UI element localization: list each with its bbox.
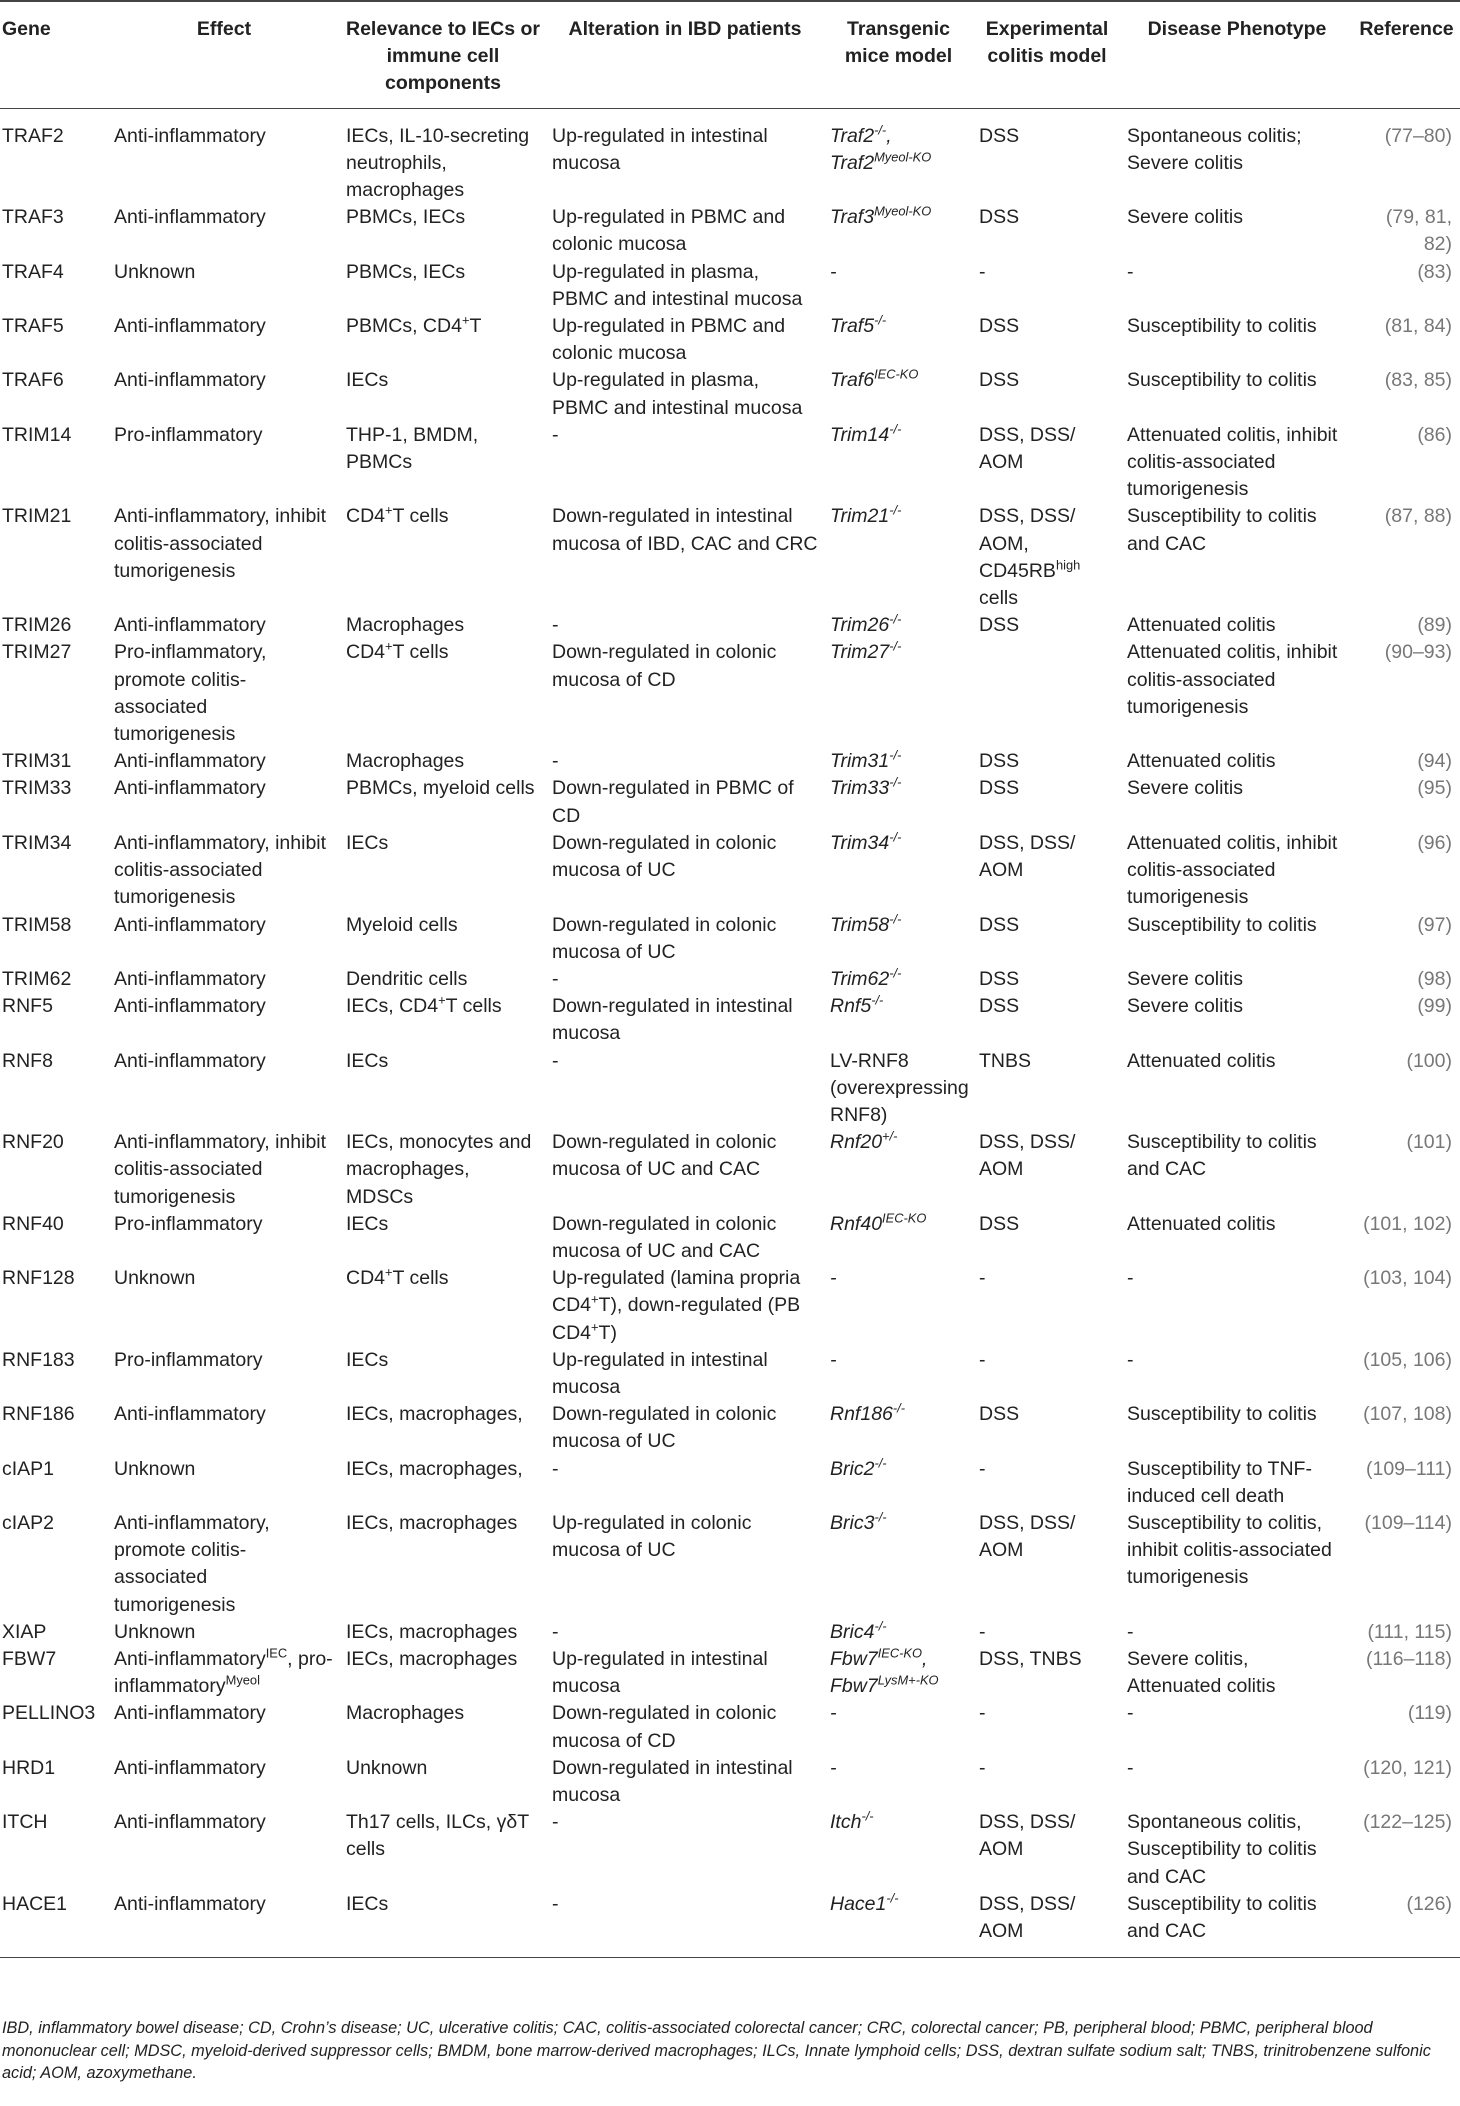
table-row	[0, 1048, 1460, 1130]
effect-cell: Unknown	[114, 1267, 196, 1290]
table-row	[0, 1619, 1460, 1646]
reference-cell[interactable]: (126)	[1353, 1891, 1460, 1958]
relevance-cell: Macrophages	[346, 750, 465, 773]
relevance-cell: IECs, IL-10-secreting neutrophils, macrophages	[346, 124, 530, 202]
table-row	[0, 367, 1460, 421]
reference-cell[interactable]: (101, 102)	[1363, 1212, 1452, 1235]
relevance-cell: Th17 cells, ILCs, γδT cells	[346, 1811, 529, 1861]
phenotype-cell: Attenuated colitis, inhibit colitis-associated tumorigenesis	[1127, 641, 1338, 718]
alteration-cell: Up-regulated in PBMC and colonic mucosa	[552, 206, 786, 256]
relevance-cell: IECs	[340, 1891, 546, 1958]
mice-model-cell: Traf5-/-	[830, 312, 887, 338]
reference-cell[interactable]: (101)	[1406, 1131, 1452, 1154]
alteration-cell: -	[552, 1049, 559, 1072]
mice-model-cell: LV-RNF8 (overexpressing RNF8)	[830, 1049, 969, 1126]
table-row	[0, 830, 1460, 912]
relevance-cell: Unknown	[346, 1756, 428, 1779]
phenotype-cell: Susceptibility to colitis and CAC	[1121, 1891, 1353, 1958]
table-row	[0, 1211, 1460, 1265]
gene-cell: TRIM31	[2, 750, 72, 773]
alteration-cell: -	[552, 967, 559, 990]
relevance-cell: CD4+T cells	[346, 502, 449, 528]
effect-cell: Anti-inflammatory	[114, 124, 266, 147]
header-alteration: Alteration in IBD patients	[546, 1, 824, 108]
table-body	[0, 108, 1460, 1958]
phenotype-cell: -	[1127, 1267, 1134, 1290]
colitis-model-cell: DSS	[979, 206, 1020, 229]
gene-cell: cIAP1	[2, 1457, 55, 1480]
table-row	[0, 1809, 1460, 1891]
mice-model-cell: Trim34-/-	[830, 829, 902, 854]
colitis-model-cell: DSS	[979, 967, 1020, 990]
alteration-cell: -	[546, 1891, 824, 1958]
alteration-cell: Up-regulated in intestinal mucosa	[552, 1647, 768, 1698]
phenotype-cell: Attenuated colitis	[1127, 750, 1276, 773]
alteration-cell: -	[552, 614, 559, 637]
effect-cell: Anti-inflammatory	[114, 1756, 266, 1779]
phenotype-cell: Susceptibility to colitis, inhibit colitis-associated tumorigenesis	[1127, 1511, 1332, 1589]
table-row	[0, 204, 1460, 258]
reference-cell[interactable]: (116–118)	[1365, 1647, 1452, 1670]
mice-model-cell: Bric2-/-	[830, 1455, 887, 1480]
reference-cell[interactable]: (119)	[1407, 1702, 1452, 1725]
gene-cell: RNF40	[2, 1212, 64, 1235]
gene-cell: HACE1	[0, 1891, 108, 1958]
reference-cell[interactable]: (90–93)	[1384, 641, 1452, 664]
effect-cell: Anti-inflammatory, inhibit colitis-associated tumorigenesis	[114, 831, 327, 909]
mice-model-cell: Traf2-/-, $Traf2^{Myeol-KO}$	[830, 122, 932, 174]
table-row	[0, 912, 1460, 966]
reference-cell[interactable]: (111, 115)	[1367, 1620, 1452, 1643]
alteration-cell: Down-regulated in intestinal mucosa of IBD, CAC and CRC	[552, 505, 818, 555]
mice-model-cell: Bric4-/-	[830, 1618, 887, 1643]
table-footnote: IBD, inflammatory bowel disease; CD, Crohn’s disease; UC, ulcerative colitis; CAC, colitis-associated colorectal cancer; CRC, colorectal cancer; PB, peripheral blood; PBMC, peripheral blood mononuclear cell; MDSC, myeloid-derived suppressor cells; BMDM, bone marrow-derived macrophages; ILCs, Innate lymphoid cells; DSS, dextran sulfate sodium salt; TNBS, trinitrobenzene sulfonic acid; AOM, azoxymethane.	[2, 2019, 1431, 2082]
table-row	[0, 1456, 1460, 1510]
alteration-cell: Down-regulated in colonic mucosa of UC	[552, 831, 777, 882]
alteration-cell: Down-regulated in colonic mucosa of UC and CAC	[552, 1212, 777, 1262]
colitis-model-cell: -	[979, 1457, 986, 1480]
colitis-model-cell: -	[979, 1702, 986, 1725]
mice-model-cell: Rnf5-/-	[830, 992, 884, 1018]
table-row	[0, 108, 1460, 204]
relevance-cell: IECs	[346, 1348, 389, 1371]
alteration-cell: Down-regulated in colonic mucosa of CD	[552, 641, 777, 691]
table-row	[0, 1347, 1460, 1401]
relevance-cell: IECs, macrophages,	[346, 1457, 523, 1480]
gene-cell: TRAF4	[2, 260, 64, 283]
alteration-cell: Down-regulated in colonic mucosa of UC	[552, 913, 777, 963]
reference-cell[interactable]: (81, 84)	[1384, 315, 1452, 338]
phenotype-cell: -	[1127, 1620, 1134, 1643]
table-row	[0, 775, 1460, 829]
table-header-row	[0, 1, 1460, 108]
colitis-model-cell: DSS	[979, 315, 1020, 338]
relevance-cell: IECs	[346, 369, 389, 392]
colitis-model-cell: DSS, DSS/ AOM	[979, 831, 1076, 882]
table-row	[0, 1700, 1460, 1754]
alteration-cell: Up-regulated in PBMC and colonic mucosa	[552, 315, 786, 365]
colitis-model-cell: DSS	[979, 995, 1020, 1018]
relevance-cell: IECs, macrophages	[346, 1647, 518, 1670]
mice-model-cell: $Traf6^{IEC-KO}$	[830, 366, 919, 392]
mice-model-cell: -	[830, 1702, 837, 1725]
colitis-model-cell: DSS, DSS/ AOM	[979, 1511, 1076, 1562]
alteration-cell: Down-regulated in colonic mucosa of UC and CAC	[552, 1131, 777, 1181]
alteration-cell: Down-regulated in intestinal mucosa	[552, 995, 793, 1045]
phenotype-cell: -	[1127, 1756, 1134, 1779]
reference-cell[interactable]: (96)	[1417, 831, 1452, 854]
effect-cell: Anti-inflammatory	[114, 995, 266, 1018]
phenotype-cell: -	[1127, 1702, 1134, 1725]
mice-model-cell: Itch-/-	[830, 1808, 874, 1834]
table-row	[0, 1646, 1460, 1700]
reference-cell[interactable]: (97)	[1417, 913, 1452, 936]
effect-cell: Anti-inflammatory	[114, 315, 266, 338]
alteration-cell: -	[552, 750, 559, 773]
gene-cell: TRIM26	[2, 614, 72, 637]
gene-cell: TRIM21	[2, 505, 72, 528]
phenotype-cell: Spontaneous colitis, Susceptibility to colitis and CAC	[1127, 1811, 1317, 1888]
colitis-model-cell: DSS, DSS/ AOM	[979, 1131, 1076, 1181]
reference-cell[interactable]: (100)	[1406, 1049, 1452, 1072]
table-row	[0, 1265, 1460, 1347]
table-row	[0, 748, 1460, 775]
table-row	[0, 993, 1460, 1047]
reference-cell[interactable]: (109–111)	[1365, 1457, 1452, 1480]
mice-model-cell: Trim27-/-	[830, 638, 902, 664]
gene-cell: FBW7	[2, 1647, 57, 1670]
table-row	[0, 313, 1460, 367]
mice-model-cell: -	[830, 260, 837, 283]
header-relevance: Relevance to IECs or immune cell components	[340, 1, 546, 108]
effect-cell: Anti-inflammatory	[114, 369, 266, 392]
reference-cell[interactable]: (83, 85)	[1384, 369, 1452, 392]
colitis-model-cell: -	[979, 1267, 986, 1290]
header-effect: Effect	[108, 1, 340, 108]
colitis-model-cell: DSS, TNBS	[979, 1647, 1082, 1670]
mice-model-cell: Bric3-/-	[830, 1509, 887, 1534]
colitis-model-cell: DSS, DSS/ AOM	[979, 423, 1076, 474]
mice-model-cell: Trim31-/-	[830, 747, 902, 773]
colitis-model-cell: DSS	[979, 369, 1020, 392]
relevance-cell: Macrophages	[346, 614, 465, 637]
colitis-model-cell: -	[979, 1348, 986, 1371]
gene-cell: HRD1	[2, 1756, 56, 1779]
alteration-cell: -	[552, 1811, 559, 1834]
reference-cell[interactable]: (120, 121)	[1363, 1756, 1452, 1779]
reference-cell[interactable]: (95)	[1417, 777, 1452, 800]
table-row	[0, 612, 1460, 639]
relevance-cell: CD4+T cells	[346, 1264, 449, 1290]
reference-cell[interactable]: (87, 88)	[1384, 505, 1452, 528]
gene-cell: TRIM58	[2, 913, 72, 936]
colitis-model-cell	[973, 639, 1121, 748]
mice-model-cell: $Fbw7^{IEC-KO}$, $Fbw7^{LysM+-KO}$	[830, 1645, 939, 1698]
effect-cell: Pro-inflammatory	[114, 1212, 263, 1235]
mice-model-cell: Rnf20+/-	[830, 1128, 898, 1154]
phenotype-cell: Severe colitis, Attenuated colitis	[1127, 1647, 1276, 1698]
effect-cell: Unknown	[114, 1457, 196, 1480]
table-row	[0, 259, 1460, 313]
header-transgenic-mice: Transgenic mice model	[824, 1, 973, 108]
alteration-cell: -	[552, 1457, 559, 1480]
gene-cell: RNF128	[2, 1267, 75, 1290]
effect-cell: Anti-inflammatory, inhibit colitis-associated tumorigenesis	[114, 1131, 327, 1208]
table-row	[0, 966, 1460, 993]
effect-cell: Anti-inflammatory	[114, 614, 266, 637]
alteration-cell: Up-regulated in plasma, PBMC and intestinal mucosa	[552, 369, 803, 419]
reference-cell[interactable]: (122–125)	[1363, 1811, 1452, 1834]
table-row	[0, 1510, 1460, 1619]
phenotype-cell: Susceptibility to colitis and CAC	[1127, 1131, 1317, 1181]
mice-model-cell: Trim14-/-	[830, 421, 902, 446]
table-row	[0, 422, 1460, 504]
mice-model-cell: Hace1-/-	[824, 1891, 973, 1958]
relevance-cell: PBMCs, CD4+T	[346, 312, 482, 338]
effect-cell: Anti-inflammatory	[114, 967, 266, 990]
phenotype-cell: Spontaneous colitis; Severe colitis	[1127, 124, 1302, 174]
effect-cell: Unknown	[114, 260, 196, 283]
table-row	[0, 1129, 1460, 1211]
header-colitis-model: Experimental colitis model	[973, 1, 1121, 108]
alteration-cell: Up-regulated (lamina propria CD4+T), down-regulated (PB CD4+T)	[552, 1267, 801, 1344]
mice-model-cell: $Rnf40^{IEC-KO}$	[830, 1210, 927, 1235]
table-row	[0, 1401, 1460, 1455]
effect-cell: Anti-inflammatory	[114, 913, 266, 936]
gene-cell: TRIM27	[2, 641, 72, 664]
table-row	[0, 1891, 1460, 1958]
mice-model-cell: -	[830, 1348, 837, 1371]
effect-cell: Anti-inflammatory$^{IEC}$, pro-inflammatory$^{Myeol}$	[114, 1645, 333, 1698]
relevance-cell: IECs	[346, 831, 389, 854]
phenotype-cell: Susceptibility to colitis	[1127, 1403, 1317, 1426]
table-row	[0, 503, 1460, 612]
gene-cell: RNF5	[2, 995, 53, 1018]
mice-model-cell: $Traf3^{Myeol-KO}$	[830, 203, 932, 229]
phenotype-cell: Susceptibility to colitis and CAC	[1127, 505, 1317, 555]
reference-cell[interactable]: (89)	[1417, 614, 1452, 637]
mice-model-cell: Trim21-/-	[830, 502, 902, 528]
reference-cell[interactable]: (103, 104)	[1363, 1267, 1452, 1290]
mice-model-cell: Rnf186-/-	[830, 1400, 906, 1426]
reference-cell[interactable]: (86)	[1417, 423, 1452, 446]
relevance-cell: Myeloid cells	[346, 913, 458, 936]
table-row	[0, 1755, 1460, 1809]
colitis-model-cell: DSS	[979, 1403, 1020, 1426]
relevance-cell: Dendritic cells	[346, 967, 468, 990]
colitis-model-cell: DSS	[979, 614, 1020, 637]
alteration-cell: Up-regulated in intestinal mucosa	[552, 1348, 768, 1398]
effect-cell: Pro-inflammatory, promote colitis-associated tumorigenesis	[114, 641, 267, 746]
alteration-cell: Down-regulated in PBMC of CD	[552, 777, 794, 827]
phenotype-cell: Susceptibility to colitis	[1127, 369, 1317, 392]
effect-cell: Unknown	[114, 1620, 196, 1643]
effect-cell: Anti-inflammatory	[114, 1049, 266, 1072]
relevance-cell: PBMCs, IECs	[346, 260, 466, 283]
effect-cell: Anti-inflammatory	[114, 206, 266, 229]
effect-cell: Anti-inflammatory, inhibit colitis-associated tumorigenesis	[114, 505, 327, 582]
phenotype-cell: Susceptibility to TNF-induced cell death	[1127, 1457, 1312, 1507]
colitis-model-cell: -	[979, 1756, 986, 1779]
gene-cell: RNF186	[2, 1403, 75, 1426]
relevance-cell: Macrophages	[346, 1702, 465, 1725]
phenotype-cell: -	[1127, 1348, 1134, 1371]
phenotype-cell: Attenuated colitis, inhibit colitis-associated tumorigenesis	[1127, 831, 1338, 909]
colitis-model-cell: -	[979, 1620, 986, 1643]
colitis-model-cell: DSS	[979, 913, 1020, 936]
header-gene: Gene	[0, 1, 108, 108]
effect-cell: Anti-inflammatory	[114, 1811, 266, 1834]
phenotype-cell: Attenuated colitis	[1127, 1049, 1276, 1072]
gene-cell: PELLINO3	[2, 1702, 96, 1725]
effect-cell: Anti-inflammatory, promote colitis-associated tumorigenesis	[114, 1511, 270, 1616]
colitis-model-cell: TNBS	[979, 1049, 1032, 1072]
alteration-cell: Down-regulated in colonic mucosa of CD	[552, 1702, 777, 1752]
colitis-model-cell: DSS	[979, 750, 1020, 773]
reference-cell[interactable]: (77–80)	[1384, 124, 1452, 147]
colitis-model-cell: DSS, DSS/ AOM	[973, 1891, 1121, 1958]
colitis-model-cell: DSS	[979, 124, 1020, 147]
alteration-cell: -	[552, 1620, 559, 1643]
table-row	[0, 639, 1460, 748]
gene-cell: TRIM33	[2, 777, 72, 800]
colitis-model-cell: DSS, DSS/ AOM, $CD45RB^{high}$ cells	[979, 505, 1081, 610]
gene-cell: TRIM62	[2, 967, 72, 990]
effect-cell: Pro-inflammatory	[114, 1348, 263, 1371]
phenotype-cell: Severe colitis	[1127, 777, 1243, 800]
gene-cell: TRIM34	[2, 831, 72, 854]
relevance-cell: IECs, monocytes and macrophages, MDSCs	[346, 1131, 532, 1208]
relevance-cell: IECs, macrophages,	[346, 1403, 523, 1426]
alteration-cell: Up-regulated in plasma, PBMC and intestinal mucosa	[552, 260, 803, 310]
relevance-cell: CD4+T cells	[346, 638, 449, 664]
reference-cell[interactable]: (79, 81, 82)	[1385, 206, 1452, 256]
gene-cell: TRIM14	[2, 423, 72, 446]
alteration-cell: Up-regulated in intestinal mucosa	[552, 124, 768, 174]
effect-cell: Anti-inflammatory	[108, 1891, 340, 1958]
alteration-cell: -	[552, 423, 559, 446]
effect-cell: Anti-inflammatory	[114, 750, 266, 773]
alteration-cell: Up-regulated in colonic mucosa of UC	[552, 1511, 752, 1562]
relevance-cell: PBMCs, IECs	[346, 206, 466, 229]
colitis-model-cell: DSS	[979, 1212, 1020, 1235]
reference-cell[interactable]: (109–114)	[1364, 1511, 1452, 1534]
gene-cell: RNF183	[2, 1348, 75, 1371]
relevance-cell: IECs, CD4+T cells	[346, 992, 502, 1018]
gene-cell: TRAF6	[2, 369, 64, 392]
alteration-cell: Down-regulated in intestinal mucosa	[552, 1756, 793, 1806]
phenotype-cell: Attenuated colitis	[1127, 1212, 1276, 1235]
mice-model-cell: Trim26-/-	[830, 611, 902, 637]
reference-cell[interactable]: (94)	[1417, 750, 1452, 773]
phenotype-cell: Severe colitis	[1127, 995, 1243, 1018]
alteration-cell: Down-regulated in colonic mucosa of UC	[552, 1403, 777, 1453]
mice-model-cell: -	[830, 1756, 837, 1779]
reference-cell[interactable]: (98)	[1417, 967, 1452, 990]
relevance-cell: IECs	[346, 1049, 389, 1072]
phenotype-cell: Attenuated colitis	[1127, 614, 1276, 637]
mice-model-cell: Trim33-/-	[830, 774, 902, 800]
reference-cell[interactable]: (83)	[1417, 260, 1452, 283]
phenotype-cell: Attenuated colitis, inhibit colitis-associated tumorigenesis	[1127, 423, 1338, 501]
phenotype-cell: Susceptibility to colitis	[1127, 913, 1317, 936]
header-phenotype: Disease Phenotype	[1121, 1, 1353, 108]
gene-cell: RNF8	[2, 1049, 53, 1072]
gene-cell: TRAF5	[2, 315, 64, 338]
phenotype-cell: Susceptibility to colitis	[1127, 315, 1317, 338]
mice-model-cell: -	[830, 1267, 837, 1290]
relevance-cell: PBMCs, myeloid cells	[346, 777, 535, 800]
reference-cell[interactable]: (99)	[1417, 995, 1452, 1018]
phenotype-cell: Severe colitis	[1127, 967, 1243, 990]
phenotype-cell: Severe colitis	[1127, 206, 1243, 229]
relevance-cell: IECs, macrophages	[346, 1511, 518, 1534]
reference-cell[interactable]: (107, 108)	[1363, 1403, 1452, 1426]
colitis-model-cell: DSS	[979, 777, 1020, 800]
gene-cell: XIAP	[2, 1620, 47, 1643]
colitis-model-cell: DSS, DSS/ AOM	[979, 1811, 1076, 1861]
phenotype-cell: -	[1127, 260, 1134, 283]
gene-cell: RNF20	[2, 1131, 64, 1154]
relevance-cell: IECs, macrophages	[346, 1620, 518, 1643]
gene-cell: cIAP2	[2, 1511, 55, 1534]
gene-cell: TRAF3	[2, 206, 64, 229]
colitis-model-cell: -	[979, 260, 986, 283]
header-reference: Reference	[1353, 1, 1460, 108]
relevance-cell: IECs	[346, 1212, 389, 1235]
mice-model-cell: Trim58-/-	[830, 911, 902, 936]
mice-model-cell: Trim62-/-	[830, 965, 902, 990]
relevance-cell: THP-1, BMDM, PBMCs	[346, 423, 479, 474]
effect-cell: Pro-inflammatory	[114, 423, 263, 446]
reference-cell[interactable]: (105, 106)	[1363, 1348, 1452, 1371]
effect-cell: Anti-inflammatory	[114, 1702, 266, 1725]
effect-cell: Anti-inflammatory	[114, 777, 266, 800]
gene-cell: ITCH	[2, 1811, 48, 1834]
effect-cell: Anti-inflammatory	[114, 1403, 266, 1426]
gene-cell: TRAF2	[2, 124, 64, 147]
